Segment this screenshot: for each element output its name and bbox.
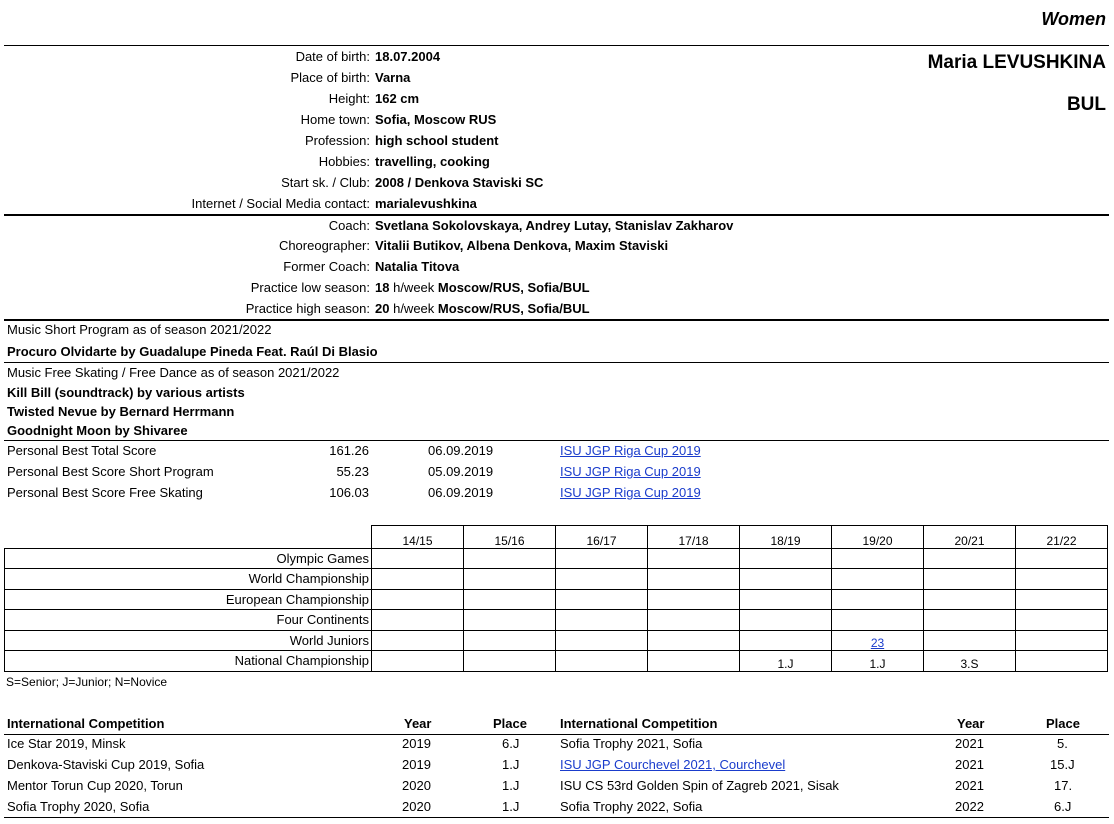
- result-cell: 1.J: [832, 651, 924, 672]
- profile-value: 162 cm: [375, 91, 420, 106]
- competition-name: Ice Star 2019, Minsk: [7, 736, 126, 751]
- competition-year: 2019: [402, 736, 431, 751]
- season-header: 19/20: [832, 526, 924, 549]
- result-cell: [740, 610, 832, 631]
- result-cell: [556, 630, 648, 651]
- result-cell: [648, 548, 740, 569]
- athlete-name: Maria LEVUSHKINA: [927, 52, 1106, 73]
- intl-header-competition: International Competition: [7, 716, 165, 731]
- event-name: Olympic Games: [5, 548, 372, 569]
- event-name: Four Continents: [5, 610, 372, 631]
- season-header: 20/21: [924, 526, 1016, 549]
- competition-name: ISU CS 53rd Golden Spin of Zagreb 2021, Sisak: [560, 778, 839, 793]
- result-cell: [464, 610, 556, 631]
- category-label: Women: [1041, 9, 1106, 29]
- profile-value: Varna: [375, 70, 411, 85]
- practice-place: Moscow/RUS, Sofia/BUL: [437, 280, 590, 295]
- pb-label: Personal Best Score Free Skating: [7, 485, 203, 500]
- coaching-value: Natalia Titova: [375, 259, 460, 274]
- event-name: National Championship: [5, 651, 372, 672]
- result-cell: [556, 569, 648, 590]
- divider: [4, 362, 1109, 363]
- competition-name: Sofia Trophy 2022, Sofia: [560, 799, 703, 814]
- athlete-country: BUL: [1066, 94, 1106, 115]
- competition-place: 15.J: [1050, 757, 1075, 772]
- table-row: [5, 548, 1108, 569]
- profile-label: Start sk. / Club:: [281, 175, 370, 190]
- intl-header-year: Year: [957, 716, 985, 731]
- divider: [4, 319, 1109, 321]
- practice-label: Practice high season:: [245, 301, 370, 316]
- profile-label: Profession:: [304, 133, 370, 148]
- result-cell: [1016, 651, 1108, 672]
- practice-unit: h/week: [393, 280, 435, 295]
- profile-label: Place of birth:: [290, 70, 370, 85]
- result-cell: [372, 630, 464, 651]
- result-cell: [372, 610, 464, 631]
- table-row: [5, 651, 1108, 672]
- music-free-piece: Twisted Nevue by Bernard Herrmann: [7, 404, 235, 419]
- practice-hours: 18: [375, 280, 390, 295]
- season-header: 15/16: [464, 526, 556, 549]
- result-cell: [648, 630, 740, 651]
- table-row: [5, 569, 1108, 590]
- practice-hours: 20: [375, 301, 390, 316]
- pb-score: 106.03: [329, 485, 369, 500]
- competition-place: 1.J: [502, 757, 520, 772]
- competition-year: 2021: [955, 778, 984, 793]
- practice-place: Moscow/RUS, Sofia/BUL: [437, 301, 590, 316]
- profile-label: Hobbies:: [318, 154, 370, 169]
- result-cell: [924, 569, 1016, 590]
- result-cell: [740, 589, 832, 610]
- result-cell: [556, 548, 648, 569]
- result-cell: [740, 569, 832, 590]
- divider: [4, 214, 1109, 216]
- result-cell: [1016, 569, 1108, 590]
- intl-header-place: Place: [1046, 716, 1080, 731]
- result-cell: [464, 569, 556, 590]
- table-row: [5, 589, 1108, 610]
- result-cell: [464, 548, 556, 569]
- season-header: 21/22: [1016, 526, 1108, 549]
- intl-header-place: Place: [493, 716, 527, 731]
- result-cell: [924, 548, 1016, 569]
- competition-name: Mentor Torun Cup 2020, Torun: [7, 778, 183, 793]
- competition-year: 2020: [402, 799, 431, 814]
- pb-score: 161.26: [329, 443, 369, 458]
- event-name: European Championship: [5, 589, 372, 610]
- results-header-row: [5, 526, 1108, 549]
- divider: [4, 440, 1109, 441]
- coaching-label: Choreographer:: [278, 238, 370, 253]
- result-cell: [372, 589, 464, 610]
- divider: [4, 734, 1109, 735]
- result-cell: [924, 610, 1016, 631]
- profile-label: Height:: [328, 91, 370, 106]
- pb-event-link[interactable]: ISU JGP Riga Cup 2019: [560, 443, 701, 458]
- level-legend: S=Senior; J=Junior; N=Novice: [6, 675, 168, 689]
- result-cell: [924, 589, 1016, 610]
- result-cell: [1016, 630, 1108, 651]
- result-cell: [556, 589, 648, 610]
- divider: [4, 817, 1109, 818]
- result-cell: [740, 630, 832, 651]
- result-cell: [372, 651, 464, 672]
- coaching-label: Former Coach:: [283, 259, 370, 274]
- result-cell: [1016, 548, 1108, 569]
- result-cell: [832, 589, 924, 610]
- practice-value: [375, 301, 590, 316]
- result-cell: [464, 589, 556, 610]
- event-name: World Championship: [5, 569, 372, 590]
- result-cell: [740, 548, 832, 569]
- result-link[interactable]: 23: [832, 630, 924, 651]
- result-cell: [372, 548, 464, 569]
- competition-place: 5.: [1057, 736, 1068, 751]
- competition-name: Sofia Trophy 2020, Sofia: [7, 799, 150, 814]
- results-table: [4, 525, 1108, 672]
- result-cell: [464, 651, 556, 672]
- result-cell: [556, 610, 648, 631]
- intl-header-year: Year: [404, 716, 432, 731]
- profile-label: Date of birth:: [295, 49, 370, 64]
- intl-header-competition: International Competition: [560, 716, 718, 731]
- result-cell: [372, 569, 464, 590]
- practice-label: Practice low season:: [250, 280, 370, 295]
- competition-place: 1.J: [502, 778, 520, 793]
- profile-value: marialevushkina: [375, 196, 477, 211]
- profile-value: travelling, cooking: [375, 154, 490, 169]
- season-header: 17/18: [648, 526, 740, 549]
- result-cell: [648, 589, 740, 610]
- profile-label: Internet / Social Media contact:: [191, 196, 370, 211]
- profile-value: high school student: [375, 133, 499, 148]
- competition-name: Sofia Trophy 2021, Sofia: [560, 736, 703, 751]
- competition-year: 2022: [955, 799, 984, 814]
- result-cell: [1016, 589, 1108, 610]
- event-name: World Juniors: [5, 630, 372, 651]
- profile-label: Home town:: [300, 112, 370, 127]
- music-free-piece: Kill Bill (soundtrack) by various artists: [7, 385, 245, 400]
- competition-place: 1.J: [502, 799, 520, 814]
- competition-year: 2021: [955, 757, 984, 772]
- result-cell: [924, 630, 1016, 651]
- competition-year: 2020: [402, 778, 431, 793]
- competition-name: Denkova-Staviski Cup 2019, Sofia: [7, 757, 205, 772]
- profile-value: 2008 / Denkova Staviski SC: [375, 175, 544, 190]
- pb-date: 05.09.2019: [428, 464, 494, 479]
- divider: [4, 45, 1109, 46]
- result-cell: [1016, 610, 1108, 631]
- practice-value: [375, 280, 590, 295]
- practice-unit: h/week: [393, 301, 435, 316]
- competition-place: 6.J: [1054, 799, 1072, 814]
- table-row: [5, 610, 1108, 631]
- competition-year: 2019: [402, 757, 431, 772]
- pb-date: 06.09.2019: [428, 485, 494, 500]
- pb-score: 55.23: [336, 464, 369, 479]
- result-cell: [464, 630, 556, 651]
- result-cell: [648, 610, 740, 631]
- competition-place: 6.J: [502, 736, 520, 751]
- pb-event-link[interactable]: ISU JGP Riga Cup 2019: [560, 464, 701, 479]
- coaching-label: Coach:: [328, 218, 370, 233]
- profile-value: 18.07.2004: [375, 49, 441, 64]
- results-corner: [5, 526, 372, 549]
- season-header: 14/15: [372, 526, 464, 549]
- season-header: 18/19: [740, 526, 832, 549]
- competition-year: 2021: [955, 736, 984, 751]
- coaching-value: Svetlana Sokolovskaya, Andrey Lutay, Stanislav Zakharov: [375, 218, 734, 233]
- music-free-heading: Music Free Skating / Free Dance as of season 2021/2022: [7, 365, 340, 380]
- music-short-piece: Procuro Olvidarte by Guadalupe Pineda Feat. Raúl Di Blasio: [7, 344, 378, 359]
- profile-value: Sofia, Moscow RUS: [375, 112, 497, 127]
- result-cell: [832, 569, 924, 590]
- pb-date: 06.09.2019: [428, 443, 494, 458]
- result-cell: [648, 569, 740, 590]
- coaching-value: Vitalii Butikov, Albena Denkova, Maxim Staviski: [375, 238, 669, 253]
- pb-label: Personal Best Total Score: [7, 443, 157, 458]
- result-cell: [648, 651, 740, 672]
- music-short-heading: Music Short Program as of season 2021/2022: [7, 322, 272, 337]
- result-cell: [832, 548, 924, 569]
- result-cell: [556, 651, 648, 672]
- pb-event-link[interactable]: ISU JGP Riga Cup 2019: [560, 485, 701, 500]
- result-cell: 1.J: [740, 651, 832, 672]
- result-cell: [832, 610, 924, 631]
- music-free-piece: Goodnight Moon by Shivaree: [7, 423, 188, 438]
- table-row: [5, 630, 1108, 651]
- season-header: 16/17: [556, 526, 648, 549]
- competition-link[interactable]: ISU JGP Courchevel 2021, Courchevel: [560, 757, 786, 772]
- pb-label: Personal Best Score Short Program: [7, 464, 214, 479]
- competition-place: 17.: [1054, 778, 1073, 793]
- result-cell: 3.S: [924, 651, 1016, 672]
